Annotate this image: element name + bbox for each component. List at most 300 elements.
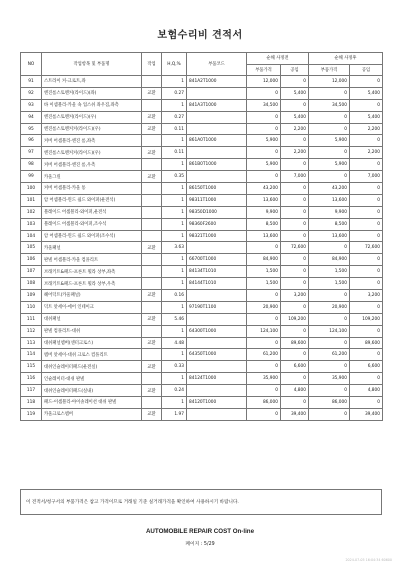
row-parts-before: 34,500 xyxy=(247,99,281,111)
row-parts-after: 8,500 xyxy=(309,218,350,230)
table-row xyxy=(21,385,383,397)
row-labor-after: 0 xyxy=(350,349,383,361)
row-code xyxy=(187,147,247,159)
row-parts-after: 0 xyxy=(309,290,350,302)
row-no: 110 xyxy=(21,301,42,313)
header-before: 순해 사정전 xyxy=(247,53,309,65)
row-code xyxy=(187,408,247,420)
row-work xyxy=(142,218,162,230)
header-item: 작업항목 및 부품명 xyxy=(42,53,142,76)
row-labor-before: 7,000 xyxy=(281,171,309,183)
row-labor-before: 0 xyxy=(281,325,309,337)
row-labor-before: 2,200 xyxy=(281,123,309,135)
row-work: 교환 xyxy=(142,290,162,302)
row-code xyxy=(187,242,247,254)
row-labor-before: 72,600 xyxy=(281,242,309,254)
row-labor-after: 72,600 xyxy=(350,242,383,254)
row-work xyxy=(142,206,162,218)
row-no: 92 xyxy=(21,87,42,99)
table-row xyxy=(21,325,383,337)
row-labor-after: 0 xyxy=(350,159,383,171)
row-labor-before: 0 xyxy=(281,76,309,88)
row-labor-before: 109,200 xyxy=(281,313,309,325)
row-parts-after: 0 xyxy=(309,313,350,325)
row-item: 판넬 컴플리트-대쉬 xyxy=(42,325,142,337)
row-work xyxy=(142,301,162,313)
row-hq: 1 xyxy=(162,76,187,88)
row-parts-before: 124,100 xyxy=(247,325,281,337)
row-code xyxy=(187,111,247,123)
row-item: 스트라이 커-크로트,좌 xyxy=(42,76,142,88)
row-no: 99 xyxy=(21,171,42,183)
row-work xyxy=(142,135,162,147)
row-hq: 1 xyxy=(162,230,187,242)
row-code: 98311T1000 xyxy=(187,194,247,206)
row-parts-after: 86,000 xyxy=(309,397,350,409)
row-parts-before: 0 xyxy=(247,147,281,159)
table-row xyxy=(21,183,383,195)
row-code xyxy=(187,171,247,183)
row-labor-after: 3,200 xyxy=(350,290,383,302)
table-row xyxy=(21,194,383,206)
row-code: 64350T1000 xyxy=(187,349,247,361)
row-hq: 3.63 xyxy=(162,242,187,254)
row-parts-before: 8,500 xyxy=(247,218,281,230)
row-work xyxy=(142,397,162,409)
row-no: 91 xyxy=(21,76,42,88)
row-labor-before: 0 xyxy=(281,349,309,361)
row-item: 커버 어셈블리-엔진 룸,좌측 xyxy=(42,135,142,147)
row-code xyxy=(187,361,247,373)
row-code: 97190T1100 xyxy=(187,301,247,313)
table-row xyxy=(21,408,383,420)
row-labor-after: 0 xyxy=(350,206,383,218)
row-no: 119 xyxy=(21,408,42,420)
header-code: 부품코드 xyxy=(187,53,247,76)
row-labor-before: 0 xyxy=(281,373,309,385)
row-no: 103 xyxy=(21,218,42,230)
row-parts-after: 13,600 xyxy=(309,230,350,242)
row-parts-after: 0 xyxy=(309,361,350,373)
row-hq: 1 xyxy=(162,373,187,385)
row-work xyxy=(142,159,162,171)
row-no: 106 xyxy=(21,254,42,266)
row-hq: 0.33 xyxy=(162,361,187,373)
row-no: 100 xyxy=(21,183,42,195)
table-row xyxy=(21,99,383,111)
row-parts-after: 5,900 xyxy=(309,159,350,171)
row-labor-after: 109,200 xyxy=(350,313,383,325)
row-hq: 1 xyxy=(162,254,187,266)
row-work: 교환 xyxy=(142,361,162,373)
row-item: 판넬 어셈블리-카울 컴플리트 xyxy=(42,254,142,266)
row-item: 블레이드 어셈블리-와이퍼,운전석 xyxy=(42,206,142,218)
row-no: 117 xyxy=(21,385,42,397)
row-code: 84144T1010 xyxy=(187,278,247,290)
row-parts-before: 0 xyxy=(247,111,281,123)
row-labor-after: 89,600 xyxy=(350,337,383,349)
row-labor-after: 0 xyxy=(350,325,383,337)
row-hq: 5.46 xyxy=(162,313,187,325)
document-title: 보험수리비 견적서 xyxy=(157,30,243,41)
row-labor-before: 0 xyxy=(281,194,309,206)
table-row xyxy=(21,206,383,218)
row-work: 교환 xyxy=(142,313,162,325)
row-parts-before: 0 xyxy=(247,385,281,397)
row-labor-before: 0 xyxy=(281,99,309,111)
row-labor-before: 0 xyxy=(281,230,309,242)
row-labor-after: 39,400 xyxy=(350,408,383,420)
row-parts-after: 84,900 xyxy=(309,254,350,266)
row-parts-before: 5,900 xyxy=(247,159,281,171)
row-no: 104 xyxy=(21,230,42,242)
header-labor-after: 공임 xyxy=(350,64,383,76)
row-parts-after: 0 xyxy=(309,123,350,135)
row-hq: 1 xyxy=(162,397,187,409)
row-labor-after: 0 xyxy=(350,76,383,88)
row-no: 102 xyxy=(21,206,42,218)
table-row xyxy=(21,159,383,171)
row-labor-after: 4,800 xyxy=(350,385,383,397)
row-no: 97 xyxy=(21,147,42,159)
row-hq: 0.11 xyxy=(162,123,187,135)
table-row xyxy=(21,313,383,325)
row-work: 교환 xyxy=(142,171,162,183)
table-row xyxy=(21,147,383,159)
row-parts-before: 84,900 xyxy=(247,254,281,266)
row-item: 암 어셈블리-윈드 쉴드 와이퍼(조수석) xyxy=(42,230,142,242)
row-parts-before: 1,500 xyxy=(247,278,281,290)
row-labor-after: 2,200 xyxy=(350,123,383,135)
row-hq: 0.24 xyxy=(162,385,187,397)
row-item: 엔진룸스토멘커(라이드)(좌) xyxy=(42,87,142,99)
table-row xyxy=(21,278,383,290)
table-row xyxy=(21,361,383,373)
row-parts-before: 0 xyxy=(247,242,281,254)
table-row xyxy=(21,123,383,135)
row-labor-after: 0 xyxy=(350,218,383,230)
row-labor-before: 89,600 xyxy=(281,337,309,349)
header-parts-price-after: 부품가격 xyxy=(309,64,350,76)
table-row xyxy=(21,337,383,349)
row-parts-after: 0 xyxy=(309,242,350,254)
row-item: 바 이셈블리-카울 속 업스쉬 좌우짐,좌측 xyxy=(42,99,142,111)
row-hq: 4.48 xyxy=(162,337,187,349)
row-work xyxy=(142,325,162,337)
row-work: 교환 xyxy=(142,337,162,349)
row-hq: 1 xyxy=(162,135,187,147)
row-parts-after: 9,900 xyxy=(309,206,350,218)
row-labor-after: 0 xyxy=(350,194,383,206)
row-labor-after: 0 xyxy=(350,183,383,195)
header-work: 작업 xyxy=(142,53,162,76)
row-item: 카울패널 xyxy=(42,242,142,254)
row-labor-after: 0 xyxy=(350,254,383,266)
row-work: 교환 xyxy=(142,87,162,99)
table-row xyxy=(21,111,383,123)
row-hq: 1 xyxy=(162,325,187,337)
row-parts-after: 5,900 xyxy=(309,135,350,147)
row-parts-before: 61,200 xyxy=(247,349,281,361)
row-item: 커버 어셈블리-엔진 룸,우측 xyxy=(42,159,142,171)
table-row xyxy=(21,397,383,409)
row-no: 107 xyxy=(21,266,42,278)
row-code xyxy=(187,290,247,302)
row-hq: 1 xyxy=(162,349,187,361)
row-hq: 1 xyxy=(162,159,187,171)
row-parts-before: 0 xyxy=(247,313,281,325)
row-item: 멤버 앗세이-대쉬 크로스 컴플리트 xyxy=(42,349,142,361)
row-labor-after: 0 xyxy=(350,301,383,313)
row-code: 64300T1000 xyxy=(187,325,247,337)
row-labor-before: 2,200 xyxy=(281,147,309,159)
table-row xyxy=(21,290,383,302)
table-row xyxy=(21,87,383,99)
row-no: 112 xyxy=(21,325,42,337)
row-labor-before: 0 xyxy=(281,218,309,230)
row-no: 94 xyxy=(21,111,42,123)
row-work xyxy=(142,99,162,111)
table-row xyxy=(21,266,383,278)
row-labor-before: 0 xyxy=(281,397,309,409)
row-work: 교환 xyxy=(142,123,162,135)
row-item: 헤어덕트(카울패널) xyxy=(42,290,142,302)
row-parts-after: 13,600 xyxy=(309,194,350,206)
footer-brand: AUTOMOBILE REPAIR COST On-line xyxy=(145,528,255,535)
row-labor-before: 0 xyxy=(281,254,309,266)
table-row xyxy=(21,254,383,266)
row-work: 교환 xyxy=(142,111,162,123)
row-work: 교환 xyxy=(142,147,162,159)
table-row xyxy=(21,230,383,242)
row-parts-after: 0 xyxy=(309,408,350,420)
row-hq: 1 xyxy=(162,99,187,111)
row-code: 861A0T1000 xyxy=(187,135,247,147)
row-parts-after: 0 xyxy=(309,147,350,159)
header-no: NO xyxy=(21,53,42,76)
row-hq: 0.27 xyxy=(162,111,187,123)
row-labor-before: 0 xyxy=(281,206,309,218)
row-labor-after: 0 xyxy=(350,266,383,278)
row-labor-after: 0 xyxy=(350,135,383,147)
row-labor-before: 0 xyxy=(281,301,309,313)
row-code xyxy=(187,87,247,99)
row-work xyxy=(142,266,162,278)
row-code: 861B0T1000 xyxy=(187,159,247,171)
row-item: 암 어셈블리-윈드 쉴드 와이퍼(운전석) xyxy=(42,194,142,206)
row-code: 86150T1000 xyxy=(187,183,247,195)
row-labor-after: 0 xyxy=(350,99,383,111)
row-parts-before: 86,000 xyxy=(247,397,281,409)
row-code: 98350D1000 xyxy=(187,206,247,218)
row-parts-after: 12,000 xyxy=(309,76,350,88)
row-parts-after: 61,200 xyxy=(309,349,350,361)
row-labor-before: 0 xyxy=(281,159,309,171)
row-labor-before: 5,400 xyxy=(281,87,309,99)
row-code: 84120T1000 xyxy=(187,397,247,409)
row-code: 98360F2600 xyxy=(187,218,247,230)
row-labor-after: 6,600 xyxy=(350,361,383,373)
row-work: 교환 xyxy=(142,385,162,397)
row-code xyxy=(187,123,247,135)
row-item: 블레이드 어셈블리-와이퍼,조수석 xyxy=(42,218,142,230)
page-number: 페이지 : 5/29 xyxy=(185,542,215,547)
row-item: 엔진룸스토멘커(라이드)(우) xyxy=(42,111,142,123)
row-parts-after: 20,900 xyxy=(309,301,350,313)
row-code: 66700T1000 xyxy=(187,254,247,266)
table-row xyxy=(21,349,383,361)
row-hq: 1 xyxy=(162,301,187,313)
row-no: 108 xyxy=(21,278,42,290)
table-row xyxy=(21,218,383,230)
row-code xyxy=(187,337,247,349)
row-parts-before: 12,000 xyxy=(247,76,281,88)
row-work: 교환 xyxy=(142,408,162,420)
row-hq: 1 xyxy=(162,278,187,290)
row-work xyxy=(142,349,162,361)
row-parts-after: 0 xyxy=(309,385,350,397)
row-labor-after: 0 xyxy=(350,278,383,290)
row-labor-after: 0 xyxy=(350,397,383,409)
row-no: 113 xyxy=(21,337,42,349)
row-no: 93 xyxy=(21,99,42,111)
table-row xyxy=(21,135,383,147)
row-no: 98 xyxy=(21,159,42,171)
row-item: 커버 어셈블리-카울 통 xyxy=(42,183,142,195)
row-item: 덕트 앗세이-에어 인테이크 xyxy=(42,301,142,313)
table-row xyxy=(21,242,383,254)
row-hq: 1.97 xyxy=(162,408,187,420)
table-row xyxy=(21,301,383,313)
row-hq: 0.35 xyxy=(162,171,187,183)
table-row xyxy=(21,76,383,88)
row-work xyxy=(142,194,162,206)
row-labor-before: 0 xyxy=(281,278,309,290)
row-parts-after: 0 xyxy=(309,171,350,183)
row-parts-before: 9,900 xyxy=(247,206,281,218)
header-hq: H,Q,% xyxy=(162,53,187,76)
row-item: 대쉬인슐레이터패드(실내) xyxy=(42,385,142,397)
row-labor-before: 4,800 xyxy=(281,385,309,397)
row-item: 대쉬패널 xyxy=(42,313,142,325)
row-parts-before: 5,900 xyxy=(247,135,281,147)
row-parts-before: 0 xyxy=(247,290,281,302)
row-labor-after: 7,000 xyxy=(350,171,383,183)
row-no: 95 xyxy=(21,123,42,135)
row-item: 브래키트&패드-프론트 휠라 상부,우측 xyxy=(42,278,142,290)
row-parts-before: 0 xyxy=(247,337,281,349)
row-labor-before: 0 xyxy=(281,135,309,147)
row-no: 111 xyxy=(21,313,42,325)
row-work xyxy=(142,254,162,266)
row-hq: 1 xyxy=(162,266,187,278)
price-notice: 이 견적서/청구서의 부품가격은 참고 가격이므로 거래일 기준 실거래가격을 확인하여 사용하시기 바랍니다. xyxy=(20,489,382,515)
row-item: 인슐레이터-대쉬 판넬 xyxy=(42,373,142,385)
row-parts-after: 0 xyxy=(309,111,350,123)
row-labor-after: 5,400 xyxy=(350,111,383,123)
row-code: 84124T1000 xyxy=(187,373,247,385)
row-no: 109 xyxy=(21,290,42,302)
row-no: 116 xyxy=(21,373,42,385)
row-labor-before: 0 xyxy=(281,183,309,195)
row-work xyxy=(142,76,162,88)
row-parts-before: 0 xyxy=(247,87,281,99)
row-work xyxy=(142,373,162,385)
row-code: 98321T1000 xyxy=(187,230,247,242)
row-code xyxy=(187,385,247,397)
row-parts-before: 0 xyxy=(247,171,281,183)
row-parts-before: 43,200 xyxy=(247,183,281,195)
row-labor-after: 0 xyxy=(350,373,383,385)
row-parts-after: 43,200 xyxy=(309,183,350,195)
row-parts-after: 0 xyxy=(309,87,350,99)
row-item: 카울그릴 xyxy=(42,171,142,183)
row-item: 엔진룸스토멘커커(라이드)(우) xyxy=(42,147,142,159)
row-parts-before: 13,600 xyxy=(247,194,281,206)
row-hq: 1 xyxy=(162,206,187,218)
row-hq: 1 xyxy=(162,194,187,206)
table-row xyxy=(21,373,383,385)
row-no: 96 xyxy=(21,135,42,147)
row-item: 대쉬인슐레이터패드(운전실) xyxy=(42,361,142,373)
row-parts-after: 34,500 xyxy=(309,99,350,111)
row-parts-before: 0 xyxy=(247,408,281,420)
row-parts-before: 0 xyxy=(247,361,281,373)
row-labor-after: 2,200 xyxy=(350,147,383,159)
row-parts-after: 0 xyxy=(309,337,350,349)
row-labor-before: 6,600 xyxy=(281,361,309,373)
row-hq: 0.16 xyxy=(162,290,187,302)
row-parts-after: 35,900 xyxy=(309,373,350,385)
row-parts-after: 124,100 xyxy=(309,325,350,337)
row-no: 115 xyxy=(21,361,42,373)
row-labor-before: 3,200 xyxy=(281,290,309,302)
row-labor-before: 0 xyxy=(281,266,309,278)
row-no: 101 xyxy=(21,194,42,206)
row-hq: 1 xyxy=(162,183,187,195)
row-item: 카울크로스멤버 xyxy=(42,408,142,420)
row-parts-before: 35,900 xyxy=(247,373,281,385)
row-labor-after: 5,400 xyxy=(350,87,383,99)
row-item: 엔진룸스토멘커커(라이드)(우) xyxy=(42,123,142,135)
header-labor-before: 공임 xyxy=(281,64,309,76)
estimate-table xyxy=(20,52,383,421)
row-code: 841A2T1000 xyxy=(187,76,247,88)
row-hq: 0.11 xyxy=(162,147,187,159)
row-hq: 1 xyxy=(162,218,187,230)
row-item: 대쉬패널멤버(센터크로스) xyxy=(42,337,142,349)
row-work: 교환 xyxy=(142,242,162,254)
row-work xyxy=(142,278,162,290)
row-work xyxy=(142,183,162,195)
row-no: 118 xyxy=(21,397,42,409)
row-item: 브래키트&패드-프론트 휠라 상부,좌측 xyxy=(42,266,142,278)
header-after: 순해 사정후 xyxy=(309,53,383,65)
header-parts-price-before: 부품가격 xyxy=(247,64,281,76)
table-row xyxy=(21,171,383,183)
row-code xyxy=(187,313,247,325)
row-work xyxy=(142,230,162,242)
row-item: 패드-이셈블리-아이솔레이션 대쉬 판넬 xyxy=(42,397,142,409)
row-no: 105 xyxy=(21,242,42,254)
row-parts-before: 1,500 xyxy=(247,266,281,278)
row-labor-before: 39,400 xyxy=(281,408,309,420)
row-parts-after: 1,500 xyxy=(309,278,350,290)
row-no: 114 xyxy=(21,349,42,361)
row-parts-after: 1,500 xyxy=(309,266,350,278)
row-code: 841A3T1000 xyxy=(187,99,247,111)
row-code: 84134T1010 xyxy=(187,266,247,278)
